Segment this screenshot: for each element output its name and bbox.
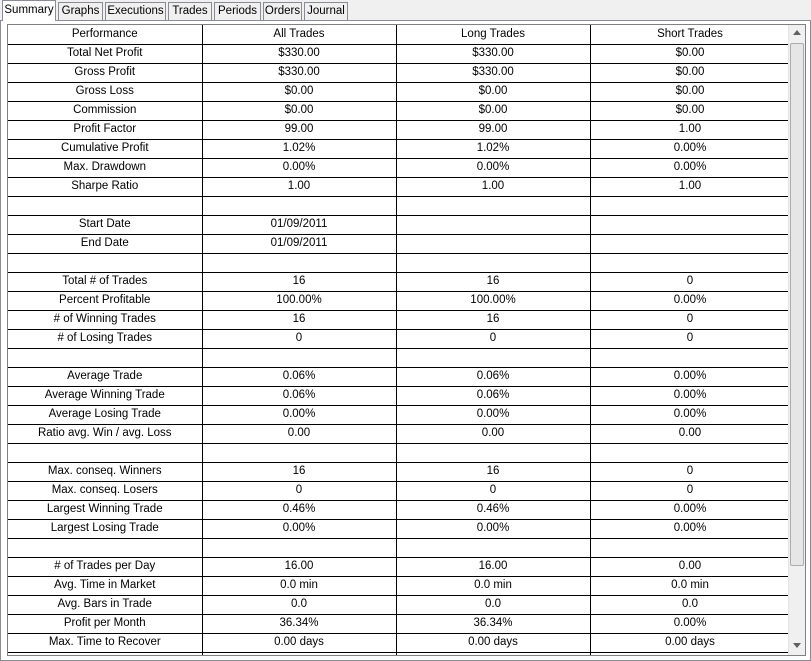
all-trades-cell: 0.0	[202, 595, 396, 614]
metric-cell: Largest Winning Trade	[8, 500, 202, 519]
metric-cell: Max. conseq. Winners	[8, 462, 202, 481]
summary-panel	[0, 21, 811, 661]
tab-executions[interactable]: Executions	[105, 2, 166, 21]
short-trades-cell: 1.00	[590, 177, 790, 196]
table-row	[8, 158, 790, 177]
long-trades-cell: 16	[396, 310, 590, 329]
long-trades-cell	[396, 215, 590, 234]
long-trades-cell	[396, 196, 590, 215]
table-row	[8, 519, 790, 538]
all-trades-cell: 0.00%	[202, 405, 396, 424]
vertical-scrollbar[interactable]	[788, 25, 805, 655]
all-trades-cell: 99.00	[202, 120, 396, 139]
metric-cell	[8, 652, 202, 656]
short-trades-cell	[590, 253, 790, 272]
long-trades-cell	[396, 443, 590, 462]
table-row	[8, 386, 790, 405]
all-trades-cell: $330.00	[202, 63, 396, 82]
all-trades-cell: $0.00	[202, 101, 396, 120]
short-trades-cell	[590, 443, 790, 462]
column-header-all-trades[interactable]: All Trades	[202, 25, 396, 44]
short-trades-cell: $0.00	[590, 82, 790, 101]
short-trades-cell	[590, 652, 790, 656]
table-row	[8, 44, 790, 63]
short-trades-cell: 0.00%	[590, 386, 790, 405]
metric-cell: Cumulative Profit	[8, 139, 202, 158]
table-row	[8, 120, 790, 139]
long-trades-cell	[396, 652, 590, 656]
all-trades-cell: 0.06%	[202, 367, 396, 386]
long-trades-cell: 16.00	[396, 557, 590, 576]
metric-cell: Gross Loss	[8, 82, 202, 101]
table-row	[8, 272, 790, 291]
long-trades-cell: 0.00%	[396, 519, 590, 538]
long-trades-cell	[396, 253, 590, 272]
short-trades-cell: 0.00%	[590, 405, 790, 424]
metric-cell: Max. Time to Recover	[8, 633, 202, 652]
metric-cell	[8, 348, 202, 367]
long-trades-cell: 99.00	[396, 120, 590, 139]
long-trades-cell: 0.00%	[396, 405, 590, 424]
metric-cell: # of Trades per Day	[8, 557, 202, 576]
short-trades-cell: $0.00	[590, 101, 790, 120]
long-trades-cell: 1.00	[396, 177, 590, 196]
table-row	[8, 614, 790, 633]
short-trades-cell: 0.00%	[590, 367, 790, 386]
tab-bar	[0, 0, 811, 21]
header-row	[8, 25, 790, 44]
triangle-down-icon	[793, 643, 801, 648]
metric-cell: # of Winning Trades	[8, 310, 202, 329]
all-trades-cell: 0.00	[202, 424, 396, 443]
metric-cell: Average Winning Trade	[8, 386, 202, 405]
all-trades-cell: 16	[202, 272, 396, 291]
metric-cell: Percent Profitable	[8, 291, 202, 310]
all-trades-cell: 16	[202, 462, 396, 481]
table-row	[8, 310, 790, 329]
short-trades-cell: $0.00	[590, 63, 790, 82]
all-trades-cell: 36.34%	[202, 614, 396, 633]
short-trades-cell	[590, 215, 790, 234]
tab-periods[interactable]: Periods	[214, 2, 261, 21]
metric-cell: Avg. Bars in Trade	[8, 595, 202, 614]
metric-cell	[8, 196, 202, 215]
short-trades-cell: 0	[590, 310, 790, 329]
triangle-up-icon	[793, 30, 801, 35]
all-trades-cell: 0.46%	[202, 500, 396, 519]
long-trades-cell: 100.00%	[396, 291, 590, 310]
all-trades-cell: 1.00	[202, 177, 396, 196]
long-trades-cell: 0.0 min	[396, 576, 590, 595]
long-trades-cell: 16	[396, 272, 590, 291]
metric-cell: Max. Drawdown	[8, 158, 202, 177]
metric-cell	[8, 253, 202, 272]
long-trades-cell: 1.02%	[396, 139, 590, 158]
short-trades-cell: 0.00	[590, 424, 790, 443]
all-trades-cell	[202, 253, 396, 272]
table-row	[8, 367, 790, 386]
all-trades-cell: 1.02%	[202, 139, 396, 158]
long-trades-cell: 16	[396, 462, 590, 481]
long-trades-cell: 36.34%	[396, 614, 590, 633]
metric-cell: Profit per Month	[8, 614, 202, 633]
metric-cell	[8, 443, 202, 462]
table-row	[8, 329, 790, 348]
metric-cell: Gross Profit	[8, 63, 202, 82]
column-header-short-trades[interactable]: Short Trades	[590, 25, 790, 44]
performance-table	[8, 25, 791, 656]
long-trades-cell	[396, 234, 590, 253]
table-row	[8, 253, 790, 272]
long-trades-cell: 0.06%	[396, 367, 590, 386]
table-row	[8, 633, 790, 652]
all-trades-cell	[202, 652, 396, 656]
short-trades-cell: 0.0 min	[590, 576, 790, 595]
short-trades-cell: 0.00%	[590, 500, 790, 519]
metric-cell: End Date	[8, 234, 202, 253]
all-trades-cell: 100.00%	[202, 291, 396, 310]
metric-cell	[8, 538, 202, 557]
table-row	[8, 291, 790, 310]
all-trades-cell	[202, 443, 396, 462]
long-trades-cell: 0.00 days	[396, 633, 590, 652]
table-row	[8, 481, 790, 500]
all-trades-cell: 0	[202, 481, 396, 500]
short-trades-cell	[590, 196, 790, 215]
tab-trades[interactable]: Trades	[168, 2, 212, 21]
table-row	[8, 652, 790, 656]
short-trades-cell: 0	[590, 462, 790, 481]
all-trades-cell	[202, 196, 396, 215]
short-trades-cell: 0	[590, 272, 790, 291]
long-trades-cell: 0.46%	[396, 500, 590, 519]
metric-cell: Sharpe Ratio	[8, 177, 202, 196]
all-trades-cell: 0.00%	[202, 158, 396, 177]
table-row	[8, 443, 790, 462]
long-trades-cell: $330.00	[396, 44, 590, 63]
metric-cell: Ratio avg. Win / avg. Loss	[8, 424, 202, 443]
metric-cell: Total # of Trades	[8, 272, 202, 291]
short-trades-cell: 0.0	[590, 595, 790, 614]
all-trades-cell	[202, 348, 396, 367]
short-trades-cell: 0	[590, 481, 790, 500]
scroll-down-button[interactable]	[789, 638, 805, 655]
long-trades-cell: 0.00%	[396, 158, 590, 177]
metric-cell: Max. conseq. Losers	[8, 481, 202, 500]
all-trades-cell	[202, 538, 396, 557]
long-trades-cell	[396, 538, 590, 557]
all-trades-cell: 0.00 days	[202, 633, 396, 652]
short-trades-cell	[590, 538, 790, 557]
table-row	[8, 462, 790, 481]
table-row	[8, 82, 790, 101]
tab-graphs[interactable]: Graphs	[58, 2, 103, 21]
metric-cell: Total Net Profit	[8, 44, 202, 63]
table-row	[8, 424, 790, 443]
short-trades-cell: 1.00	[590, 120, 790, 139]
metric-cell: # of Losing Trades	[8, 329, 202, 348]
all-trades-cell: 01/09/2011	[202, 234, 396, 253]
table-body	[8, 44, 790, 656]
short-trades-cell: 0.00%	[590, 614, 790, 633]
all-trades-cell: 0.0 min	[202, 576, 396, 595]
metric-cell: Avg. Time in Market	[8, 576, 202, 595]
long-trades-cell: 0	[396, 329, 590, 348]
all-trades-cell: 01/09/2011	[202, 215, 396, 234]
short-trades-cell: 0.00 days	[590, 633, 790, 652]
long-trades-cell: $0.00	[396, 101, 590, 120]
metric-cell: Commission	[8, 101, 202, 120]
metric-cell: Profit Factor	[8, 120, 202, 139]
tab-journal[interactable]: Journal	[304, 2, 348, 21]
short-trades-cell: 0.00%	[590, 291, 790, 310]
table-row	[8, 538, 790, 557]
table-row	[8, 576, 790, 595]
all-trades-cell: $330.00	[202, 44, 396, 63]
short-trades-cell: 0.00%	[590, 139, 790, 158]
column-header-long-trades[interactable]: Long Trades	[396, 25, 590, 44]
short-trades-cell: 0.00	[590, 557, 790, 576]
table-row	[8, 348, 790, 367]
column-header-performance[interactable]: Performance	[8, 25, 202, 44]
scroll-up-button[interactable]	[789, 25, 805, 42]
all-trades-cell: 16	[202, 310, 396, 329]
all-trades-cell: 0.06%	[202, 386, 396, 405]
metric-cell: Largest Losing Trade	[8, 519, 202, 538]
table-row	[8, 500, 790, 519]
performance-grid	[7, 24, 806, 656]
metric-cell: Start Date	[8, 215, 202, 234]
long-trades-cell: $330.00	[396, 63, 590, 82]
short-trades-cell: 0.00%	[590, 519, 790, 538]
long-trades-cell: $0.00	[396, 82, 590, 101]
all-trades-cell: $0.00	[202, 82, 396, 101]
table-row	[8, 139, 790, 158]
tab-summary[interactable]: Summary	[2, 0, 56, 21]
table-row	[8, 595, 790, 614]
metric-cell: Average Losing Trade	[8, 405, 202, 424]
all-trades-cell: 0.00%	[202, 519, 396, 538]
long-trades-cell: 0.06%	[396, 386, 590, 405]
long-trades-cell: 0.00	[396, 424, 590, 443]
table-row	[8, 177, 790, 196]
all-trades-cell: 0	[202, 329, 396, 348]
table-row	[8, 63, 790, 82]
short-trades-cell	[590, 234, 790, 253]
long-trades-cell	[396, 348, 590, 367]
table-row	[8, 557, 790, 576]
all-trades-cell: 16.00	[202, 557, 396, 576]
short-trades-cell	[590, 348, 790, 367]
table-row	[8, 234, 790, 253]
scrollbar-thumb[interactable]	[790, 43, 804, 566]
long-trades-cell: 0	[396, 481, 590, 500]
short-trades-cell: $0.00	[590, 44, 790, 63]
table-row	[8, 215, 790, 234]
short-trades-cell: 0.00%	[590, 158, 790, 177]
tab-orders[interactable]: Orders	[263, 2, 302, 21]
table-row	[8, 405, 790, 424]
metric-cell: Average Trade	[8, 367, 202, 386]
table-row	[8, 101, 790, 120]
table-row	[8, 196, 790, 215]
short-trades-cell: 0	[590, 329, 790, 348]
long-trades-cell: 0.0	[396, 595, 590, 614]
